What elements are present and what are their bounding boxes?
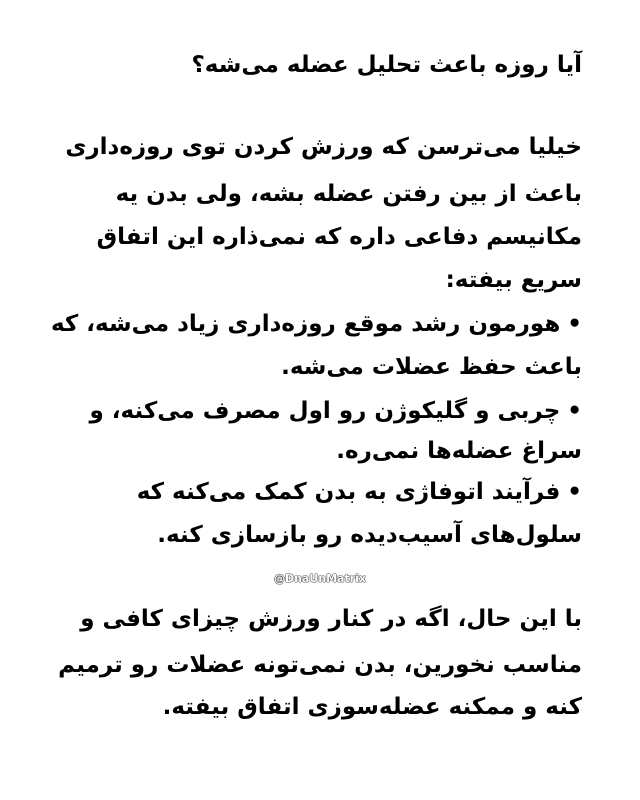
bullet-item-growth-hormone: [51, 309, 582, 339]
bullet-text-continued: باعث حفظ عضلات می‌شه.: [281, 354, 582, 380]
bullet-text: هورمون رشد موقع روزه‌داری زیاد می‌شه، که: [50, 311, 561, 337]
bullet-item-autophagy: [137, 477, 582, 507]
intro-line: خیلیا می‌ترسن که ورزش کردن توی روزه‌داری: [65, 134, 582, 160]
bullet-item-fat-glycogen: [89, 396, 582, 426]
bullet-icon: •: [567, 398, 582, 424]
bullet-icon: •: [567, 311, 582, 337]
conclusion-line: کنه و ممکنه عضله‌سوزی اتفاق بیفته.: [162, 694, 582, 720]
bullet-text: فرآیند اتوفاژی به بدن کمک می‌کنه که: [136, 479, 561, 505]
bullet-text-continued: سراغ عضله‌ها نمی‌ره.: [336, 438, 582, 464]
intro-line: سریع بیفته:: [445, 267, 582, 293]
intro-line: باعث از بین رفتن عضله بشه، ولی بدن یه: [115, 181, 582, 207]
watermark-handle: @DnaUnMatrix: [273, 572, 367, 585]
intro-line: مکانیسم دفاعی داره که نمی‌ذاره این اتفاق: [96, 224, 582, 250]
conclusion-line: با این حال، اگه در کنار ورزش چیزای کافی و: [80, 606, 582, 632]
bullet-icon: •: [567, 479, 582, 505]
bullet-text-continued: سلول‌های آسیب‌دیده رو بازسازی کنه.: [157, 522, 582, 548]
conclusion-line: مناسب نخورین، بدن نمی‌تونه عضلات رو ترمیم: [58, 652, 582, 678]
post-title: آیا روزه باعث تحلیل عضله می‌شه؟: [191, 52, 582, 78]
bullet-text: چربی و گلیکوژن رو اول مصرف می‌کنه، و: [89, 398, 561, 424]
